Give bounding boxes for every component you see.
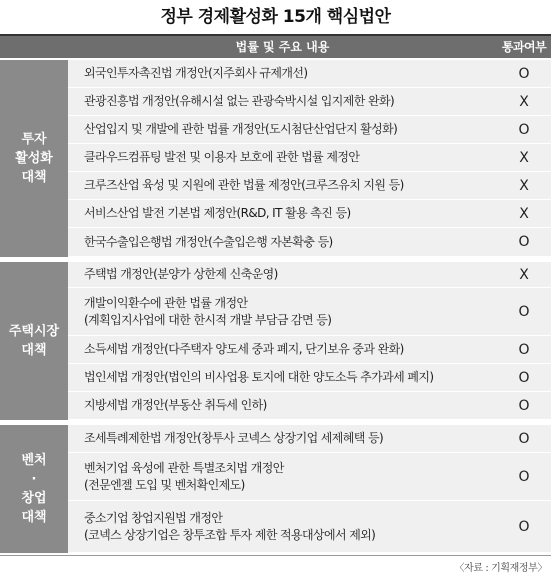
table-row (68, 288, 551, 336)
table-row (68, 200, 551, 228)
status-mark: O (518, 518, 530, 535)
table-row (68, 262, 551, 288)
status-mark: X (519, 177, 529, 194)
table-row (68, 88, 551, 116)
table-row (68, 364, 551, 392)
law-text: 한국수출입은행법 개정안(수출입은행 자본확충 등) (84, 234, 333, 249)
header-law: 법률 및 주요 내용 (235, 40, 330, 54)
group-label: 투자 활성화 대책 (0, 60, 68, 257)
status-mark: X (519, 93, 529, 110)
group-investment (0, 60, 551, 257)
table-row (68, 453, 551, 501)
group-label: 벤처 · 창업 대책 (0, 425, 68, 553)
law-text: 조세특례제한법 개정안(창투사 코넥스 상장기업 세제혜택 등) (84, 431, 384, 445)
table-header (0, 36, 551, 58)
law-text: 산업입지 및 개발에 관한 법률 개정안(도시첨단산업단지 활성화) (84, 122, 398, 136)
group-housing (0, 262, 551, 420)
status-mark: O (518, 121, 530, 138)
table-row (68, 228, 551, 257)
status-mark: O (518, 468, 530, 485)
status-mark: O (518, 397, 530, 414)
table-row (68, 392, 551, 420)
page-title: 정부 경제활성화 15개 핵심법안 (160, 7, 391, 27)
header-status: 통과여부 (501, 40, 547, 54)
status-mark: O (518, 341, 530, 358)
bottom-divider (0, 555, 551, 556)
table-row (68, 425, 551, 453)
group-venture (0, 425, 551, 553)
table-row (68, 60, 551, 88)
law-text: 지방세법 개정안(부동산 취득세 인하) (84, 398, 267, 412)
status-mark: O (518, 303, 530, 320)
status-mark: O (518, 234, 530, 250)
table-row (68, 501, 551, 553)
law-text: 관광진흥법 개정안(유해시설 없는 관광숙박시설 입지제한 완화) (84, 94, 395, 108)
status-mark: X (519, 266, 529, 283)
law-text: 개발이익환수에 관한 법률 개정안 (계획입지사업에 대한 한시적 개발 부담금 감면 등) (84, 295, 332, 327)
law-text: 법인세법 개정안(법인의 비사업용 토지에 대한 양도소득 추가과세 폐지) (84, 370, 434, 384)
law-text: 주택법 개정안(분양가 상한제 신축운영) (84, 267, 278, 281)
law-text: 중소기업 창업지원법 개정안 (코넥스 상장기업은 창투조합 투자 제한 적용대상에서 제외) (84, 510, 376, 542)
group-label: 주택시장 대책 (0, 262, 68, 420)
law-text: 서비스산업 발전 기본법 제정안(R&D, IT 활용 촉진 등) (84, 206, 351, 220)
law-text: 크루즈산업 육성 및 지원에 관한 법률 제정안(크루즈유치 지원 등) (84, 178, 404, 192)
table-row (68, 144, 551, 172)
source-note: 〈자료 : 기획재정부〉 (454, 563, 547, 574)
status-mark: O (518, 65, 530, 82)
table-row (68, 116, 551, 144)
status-mark: X (519, 205, 529, 222)
table-row (68, 172, 551, 200)
status-mark: X (519, 149, 529, 166)
status-mark: O (518, 430, 530, 447)
law-text: 클라우드컴퓨팅 발전 및 이용자 보호에 관한 법률 제정안 (84, 150, 360, 164)
law-text: 벤처기업 육성에 관한 특별조치법 개정안 (전문엔젤 도입 및 벤처확인제도) (84, 460, 284, 492)
law-text: 외국인투자촉진법 개정안(지주회사 규제개선) (84, 66, 308, 80)
law-text: 소득세법 개정안(다주택자 양도세 중과 폐지, 단기보유 중과 완화) (84, 342, 404, 356)
table-row (68, 336, 551, 364)
status-mark: O (518, 369, 530, 386)
